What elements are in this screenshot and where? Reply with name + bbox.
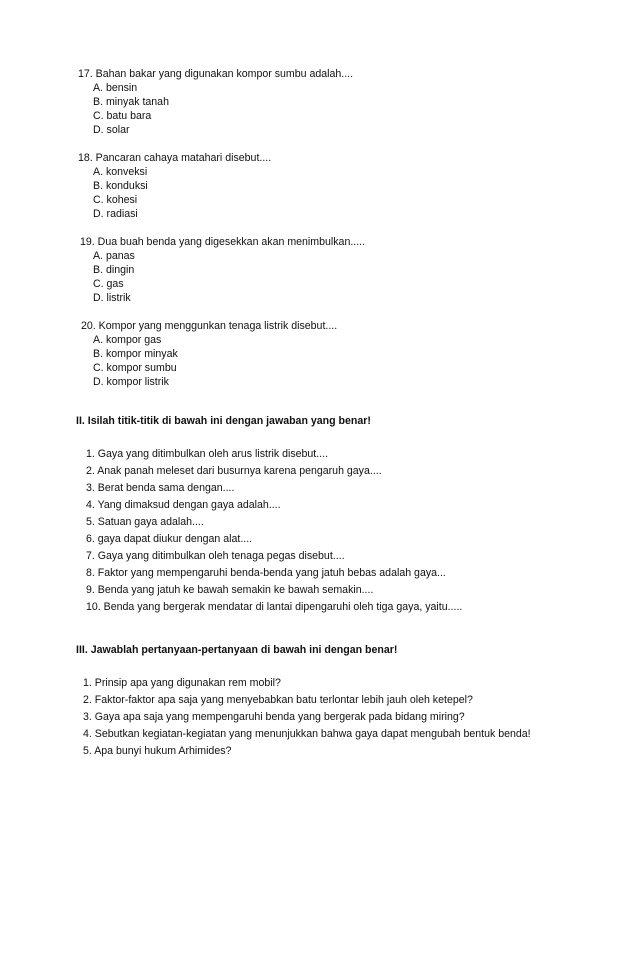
list-item: 1. Gaya yang ditimbulkan oleh arus listrik disebut.... [86, 448, 329, 460]
list-item: 3. Berat benda sama dengan.... [86, 482, 235, 494]
option-d: D. solar [93, 124, 130, 136]
list-item: 3. Gaya apa saja yang mempengaruhi benda yang bergerak pada bidang miring? [83, 711, 465, 723]
list-item: 10. Benda yang bergerak mendatar di lantai dipengaruhi oleh tiga gaya, yaitu..... [86, 601, 463, 613]
section-2-title: II. Isilah titik-titik di bawah ini dengan jawaban yang benar! [76, 415, 371, 427]
question-text: 17. Bahan bakar yang digunakan kompor sumbu adalah.... [78, 68, 354, 80]
section-3-title: III. Jawablah pertanyaan-pertanyaan di bawah ini dengan benar! [76, 644, 398, 656]
question-17 [78, 67, 353, 137]
option-d: D. radiasi [93, 208, 138, 220]
question-text: 18. Pancaran cahaya matahari disebut.... [78, 152, 272, 164]
list-item: 2. Faktor-faktor apa saja yang menyebabkan batu terlontar lebih jauh oleh ketepel? [83, 694, 473, 706]
option-c: C. gas [93, 278, 124, 290]
option-c: C. kompor sumbu [93, 362, 177, 374]
question-19 [80, 235, 365, 305]
option-c: C. kohesi [93, 194, 138, 206]
option-a: A. panas [93, 250, 135, 262]
option-d: D. listrik [93, 292, 131, 304]
list-item: 7. Gaya yang ditimbulkan oleh tenaga pegas disebut.... [86, 550, 345, 562]
list-item: 8. Faktor yang mempengaruhi benda-benda yang jatuh bebas adalah gaya... [86, 567, 446, 579]
list-item: 5. Apa bunyi hukum Arhimides? [83, 745, 232, 757]
list-item: 5. Satuan gaya adalah.... [86, 516, 204, 528]
question-text: 19. Dua buah benda yang digesekkan akan menimbulkan..... [80, 236, 366, 248]
option-c: C. batu bara [93, 110, 152, 122]
list-item: 1. Prinsip apa yang digunakan rem mobil? [83, 677, 281, 689]
option-b: B. dingin [93, 264, 135, 276]
list-item: 6. gaya dapat diukur dengan alat.... [86, 533, 253, 545]
question-18 [78, 151, 271, 221]
option-a: A. kompor gas [93, 334, 162, 346]
question-20 [81, 319, 337, 389]
option-a: A. bensin [93, 82, 138, 94]
option-b: B. konduksi [93, 180, 148, 192]
list-item: 4. Sebutkan kegiatan-kegiatan yang menunjukkan bahwa gaya dapat mengubah bentuk benda! [83, 728, 531, 740]
list-item: 4. Yang dimaksud dengan gaya adalah.... [86, 499, 281, 511]
question-text: 20. Kompor yang menggunkan tenaga listrik disebut.... [81, 320, 338, 332]
option-d: D. kompor listrik [93, 376, 169, 388]
section-2-list [86, 446, 462, 616]
section-3-list [83, 675, 531, 760]
option-a: A. konveksi [93, 166, 148, 178]
option-b: B. minyak tanah [93, 96, 169, 108]
list-item: 2. Anak panah meleset dari busurnya karena pengaruh gaya.... [86, 465, 382, 477]
option-b: B. kompor minyak [93, 348, 178, 360]
list-item: 9. Benda yang jatuh ke bawah semakin ke bawah semakin.... [86, 584, 374, 596]
